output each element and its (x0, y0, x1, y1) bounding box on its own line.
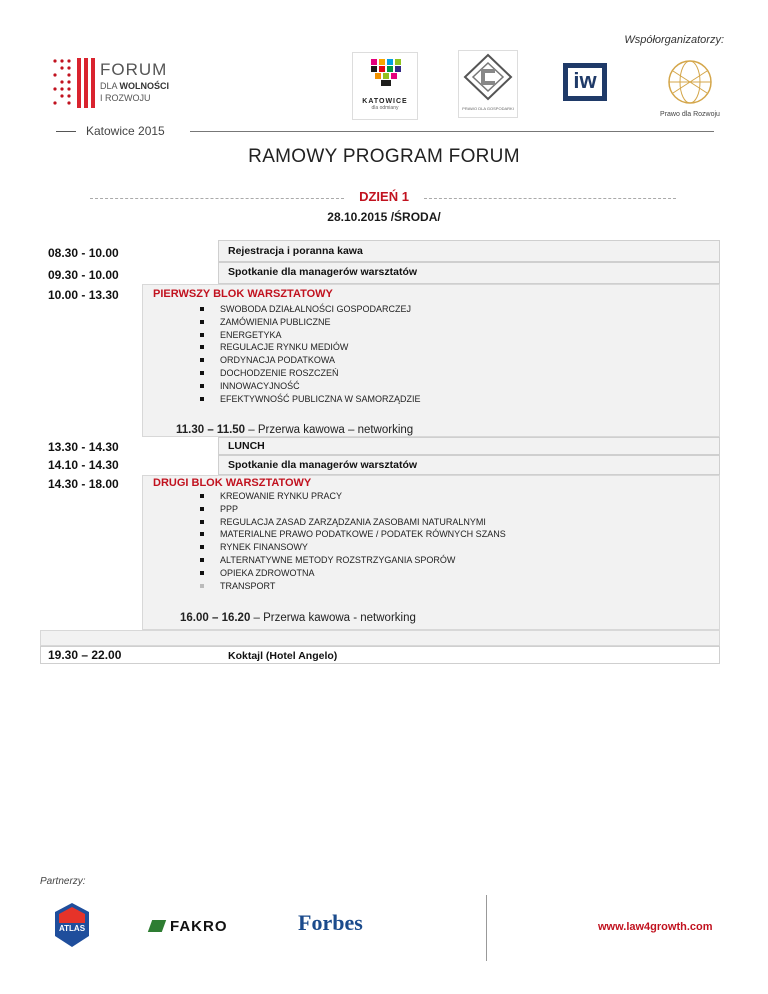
iw-text: iw (573, 68, 597, 93)
break1-text: – Przerwa kawowa – networking (245, 424, 414, 436)
katowice-text: KATOWICE (362, 98, 408, 105)
break1 (176, 424, 413, 436)
break2-text: – Przerwa kawowa - networking (250, 612, 416, 624)
logo-line3: I ROZWOJU (100, 93, 151, 103)
pracodawcy-sub: PRAWO DLA GOSPODARKI (462, 106, 514, 111)
block2-list (200, 490, 506, 592)
list-item: KREOWANIE RYNKU PRACY (200, 490, 506, 503)
logo-text (100, 60, 169, 104)
block1-title: PIERWSZY BLOK WARSZTATOWY (153, 288, 333, 300)
date-heading: 28.10.2015 /ŚRODA/ (327, 210, 441, 224)
logo-dots-icon (52, 58, 74, 108)
atlas-text: ATLAS (58, 924, 86, 933)
list-item: SWOBODA DZIAŁALNOŚCI GOSPODARCZEJ (200, 303, 421, 316)
row4-label: Spotkanie dla managerów warsztatów (228, 459, 418, 471)
time-row1: 08.30 - 10.00 (48, 246, 119, 260)
time-row3: 13.30 - 14.30 (48, 440, 119, 454)
time-row2: 09.30 - 10.00 (48, 268, 119, 282)
row2-label: Spotkanie dla managerów warsztatów (228, 266, 418, 278)
logo-bars-icon (76, 58, 96, 108)
globe-icon (660, 58, 720, 106)
break2 (180, 612, 416, 624)
list-item: REGULACJA ZASAD ZARZĄDZANIA ZASOBAMI NATURALNYMI (200, 516, 506, 529)
list-item: ZAMÓWIENIA PUBLICZNE (200, 316, 421, 329)
logo-line2-bold: WOLNOŚCI (119, 81, 170, 91)
logo-line2-prefix: DLA (100, 81, 120, 91)
time-row5: 19.30 – 22.00 (48, 648, 122, 662)
iw-logo (562, 62, 608, 102)
divider-right (190, 131, 714, 132)
katowice-logo (352, 52, 418, 120)
prawo-dla-rozwoju-logo (660, 58, 720, 120)
row1-label: Rejestracja i poranna kawa (228, 245, 363, 257)
list-item: PPP (200, 503, 506, 516)
list-item: REGULACJE RYNKU MEDIÓW (200, 341, 421, 354)
page-title: RAMOWY PROGRAM FORUM (248, 146, 520, 167)
forum-logo (52, 58, 182, 108)
list-item: OPIEKA ZDROWOTNA (200, 567, 506, 580)
list-item: ALTERNATYWNE METODY ROZSTRZYGANIA SPORÓW (200, 554, 506, 567)
katowice-sub: dla odmiany (371, 105, 399, 111)
time-block1: 10.00 - 13.30 (48, 288, 119, 302)
time-block2: 14.30 - 18.00 (48, 477, 119, 491)
fakro-text: FAKRO (170, 918, 228, 935)
list-item: ENERGETYKA (200, 329, 421, 342)
day-label: DZIEŃ 1 (359, 189, 409, 204)
block1-list (200, 303, 421, 405)
coorganizers-label: Współorganizatorzy: (624, 34, 724, 46)
katowice-heart-icon (353, 53, 417, 93)
dashed-divider-right (424, 198, 676, 199)
logo-forum-word: FORUM (100, 60, 168, 79)
pracodawcy-logo (458, 50, 518, 118)
pracodawcy-emblem-icon (459, 51, 517, 101)
list-item: INNOWACYJNOŚĆ (200, 380, 421, 393)
logo-line2 (100, 80, 169, 92)
list-item: EFEKTYWNOŚĆ PUBLICZNA W SAMORZĄDZIE (200, 393, 421, 406)
list-item: DOCHODZENIE ROSZCZEŃ (200, 367, 421, 380)
forbes-logo: Forbes (298, 910, 363, 935)
footer-divider (486, 895, 487, 961)
fakro-mark-icon (148, 920, 166, 932)
spacer-row (40, 630, 720, 646)
city-year: Katowice 2015 (86, 124, 165, 138)
list-item: MATERIALNE PRAWO PODATKOWE / PODATEK RÓWNYCH SZANS (200, 528, 506, 541)
dashed-divider-left (90, 198, 344, 199)
partners-label: Partnerzy: (40, 876, 86, 887)
website-link[interactable]: www.law4growth.com (598, 921, 713, 933)
divider-left (56, 131, 76, 132)
break1-time: 11.30 – 11.50 (176, 424, 246, 436)
fakro-logo (150, 918, 228, 935)
list-item: RYNEK FINANSOWY (200, 541, 506, 554)
list-item: TRANSPORT (200, 580, 506, 593)
row5-box (40, 646, 720, 664)
prawo-text: Prawo dla Rozwoju (660, 111, 720, 118)
block2-title: DRUGI BLOK WARSZTATOWY (153, 477, 312, 489)
atlas-logo (52, 902, 92, 948)
row3-label: LUNCH (228, 440, 265, 452)
time-row4: 14.10 - 14.30 (48, 458, 119, 472)
row3-box (218, 437, 720, 455)
break2-time: 16.00 – 16.20 (180, 612, 251, 624)
list-item: ORDYNACJA PODATKOWA (200, 354, 421, 367)
row5-label: Koktajl (Hotel Angelo) (228, 650, 338, 662)
